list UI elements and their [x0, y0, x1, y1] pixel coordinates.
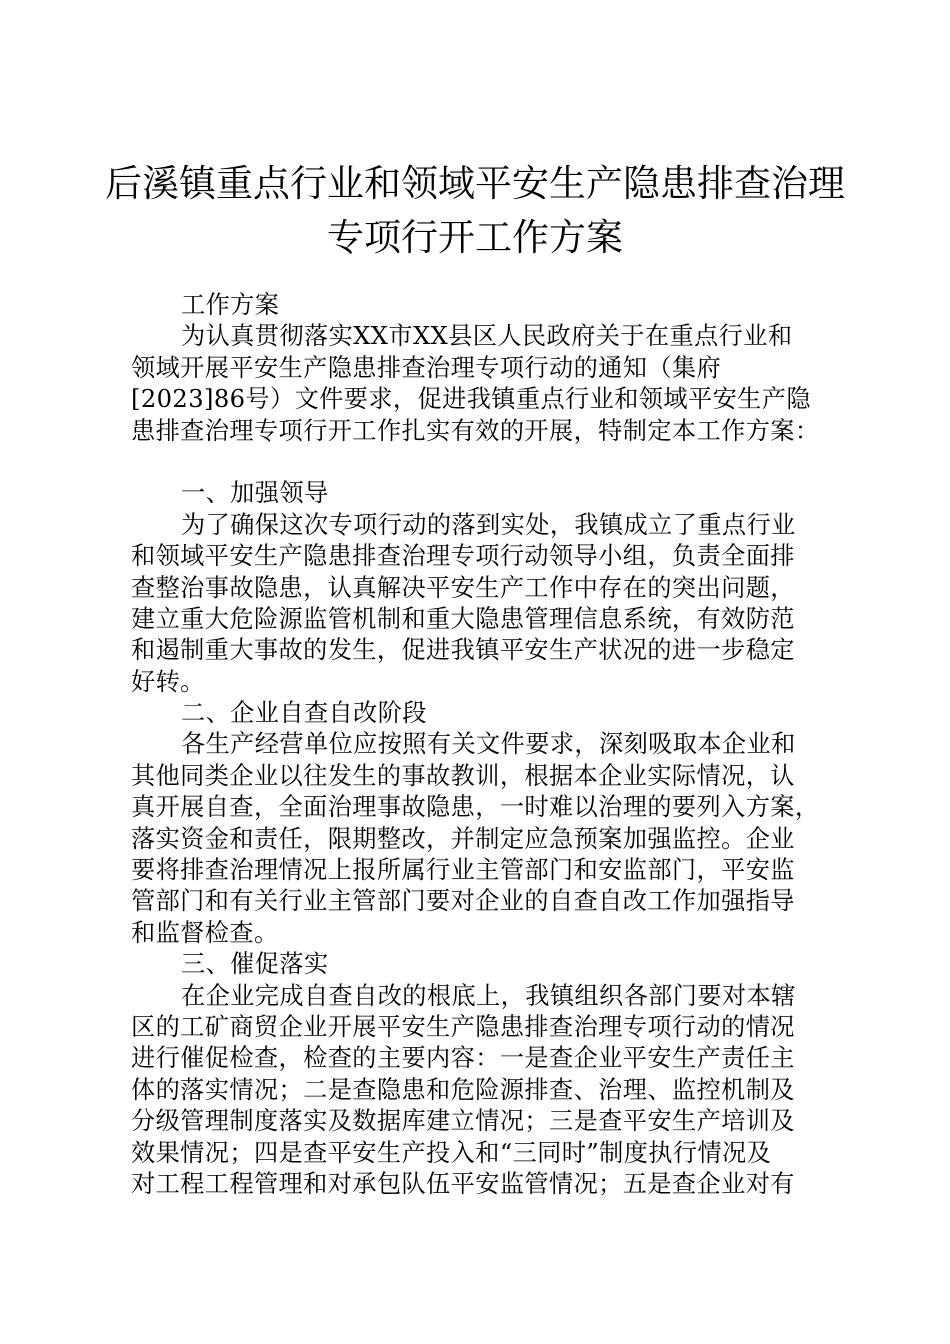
text-line: 区的工矿商贸企业开展平安生产隐患排查治理专项行动的情况	[131, 1012, 795, 1041]
text-line: 查整治事故隐患，认真解决平安生产工作中存在的突出问题，	[131, 573, 795, 602]
text-line: 分级管理制度落实及数据库建立情况；三是查平安生产培训及	[131, 1107, 795, 1136]
document-body	[131, 290, 831, 1200]
text-line: 和监督检查。	[131, 918, 279, 947]
text-line: 和遏制重大事故的发生，促进我镇平安生产状况的进一步稳定	[131, 636, 795, 665]
text-line: 二、企业自查自改阶段	[181, 699, 427, 728]
text-line: 其他同类企业以往发生的事故教训，根据本企业实际情况，认	[131, 761, 795, 790]
text-line: 患排查治理专项行开工作扎实有效的开展，特制定本工作方案：	[131, 416, 820, 445]
text-line: 对工程工程管理和对承包队伍平安监管情况；五是查企业对有	[131, 1169, 795, 1198]
text-line: 要将排查治理情况上报所属行业主管部门和安监部门，平安监	[131, 856, 795, 885]
text-line: 一、加强领导	[181, 479, 329, 508]
text-line: 管部门和有关行业主管部门要对企业的自查自改工作加强指导	[131, 887, 795, 916]
text-line: 为认真贯彻落实XX市XX县区人民政府关于在重点行业和	[181, 322, 793, 351]
text-line: 在企业完成自查自改的根底上，我镇组织各部门要对本辖	[181, 981, 796, 1010]
text-line: 工作方案	[181, 291, 280, 319]
text-line: 建立重大危险源监管机制和重大隐患管理信息系统，有效防范	[131, 604, 795, 633]
text-line: 三、催促落实	[181, 950, 329, 979]
text-line: [2023]86号）文件要求，促进我镇重点行业和领域平安生产隐	[131, 385, 811, 414]
text-line: 领域开展平安生产隐患排查治理专项行动的通知（集府	[131, 353, 722, 382]
text-line: 和领域平安生产隐患排查治理专项行动领导小组，负责全面排	[131, 542, 795, 571]
blank-line	[131, 447, 831, 478]
document-title-line-1: 后溪镇重点行业和领域平安生产隐患排查治理	[105, 162, 845, 205]
text-line: 好转。	[131, 667, 205, 696]
text-line: 为了确保这次专项行动的落到实处，我镇成立了重点行业	[181, 510, 796, 539]
text-line: 进行催促检查，检查的主要内容：一是查企业平安生产责任主	[131, 1044, 795, 1073]
document-title-line-2: 专项行开工作方案	[327, 216, 623, 259]
text-line: 效果情况；四是查平安生产投入和“三同时”制度执行情况及	[131, 1138, 772, 1167]
text-line: 各生产经营单位应按照有关文件要求，深刻吸取本企业和	[181, 730, 796, 759]
text-line: 落实资金和责任，限期整改，并制定应急预案加强监控。企业	[131, 824, 795, 853]
text-line: 体的落实情况；二是查隐患和危险源排查、治理、监控机制及	[131, 1075, 795, 1104]
text-line: 真开展自查，全面治理事故隐患，一时难以治理的要列入方案，	[131, 793, 820, 822]
